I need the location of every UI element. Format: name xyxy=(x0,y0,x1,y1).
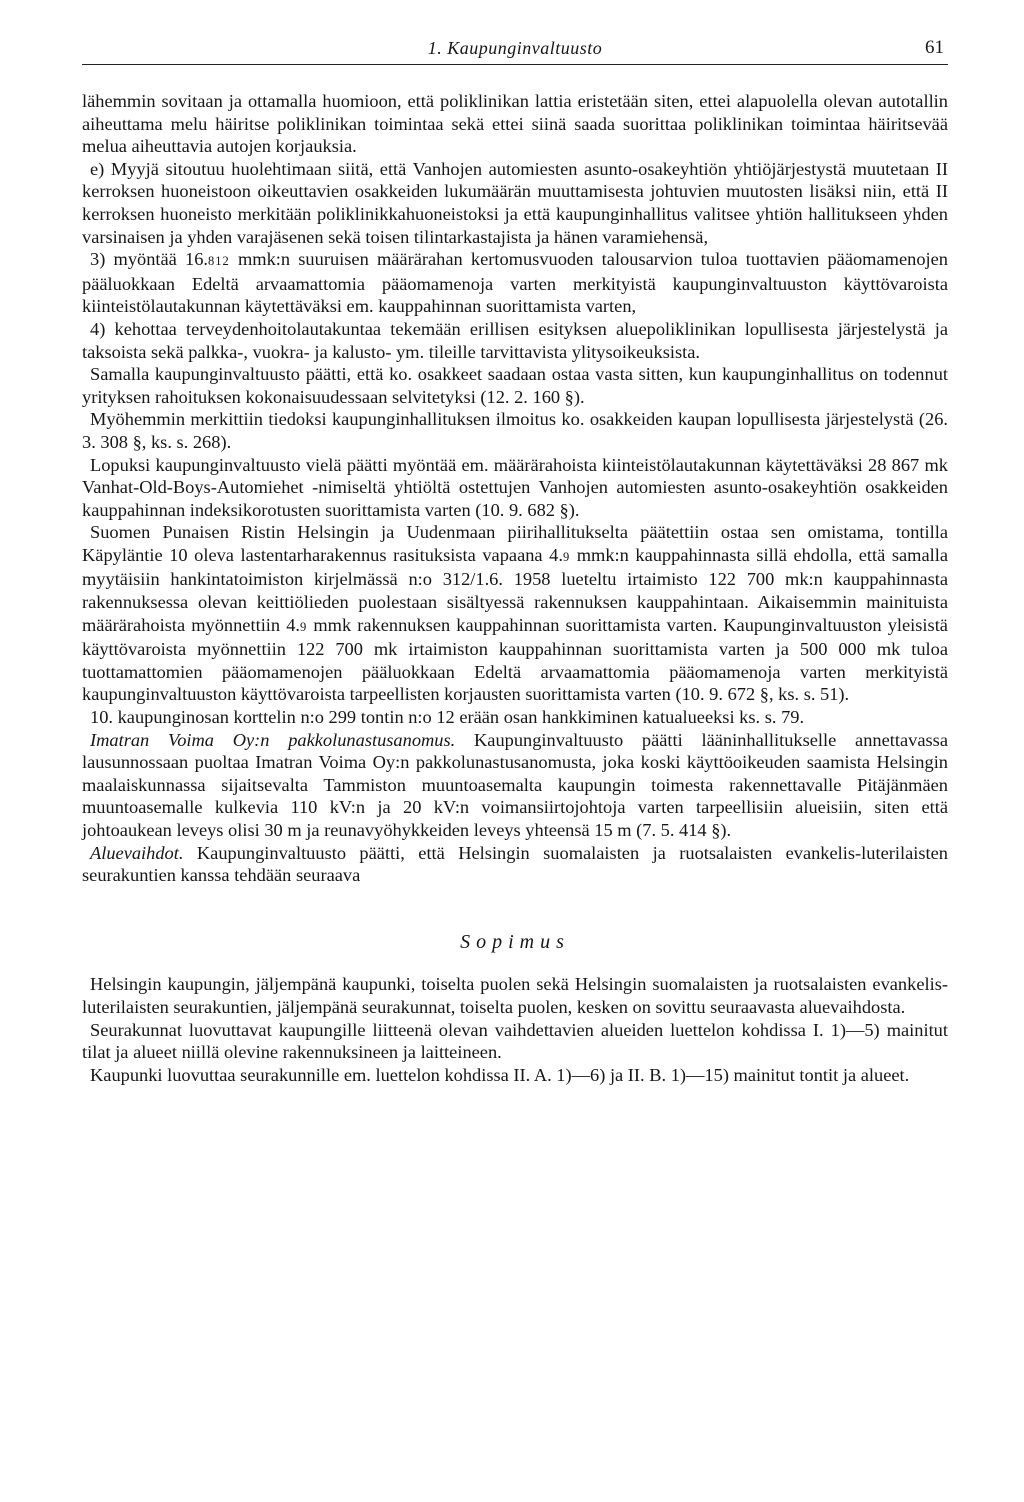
text-segment: Kaupunginvaltuusto päätti lääninhallitukselle annettavassa lausunnossaan puoltaa Imatran Voima Oy:n pakkolunastusanomusta, joka koski käyttöoikeuden saamista Helsingin maalaiskunnassa sijaitsevalta Tammiston muuntoasemalta kaupungin toimesta rakennettavalle Pitäjänmäen muuntoasemalle kulkevia 110 kV:n ja 20 kV:n voimansiirtojohtoja varten tarpeellisiin alueisiin, siten että johtoaukean leveys olisi 30 m ja reunavyöhykkeiden leveys yhteensä 15 m (7. 5. 414 §). xyxy=(82,729,948,840)
amount-prefix: 4. xyxy=(286,614,300,635)
paragraph: Kaupunki luovuttaa seurakunnille em. luettelon kohdissa II. A. 1)—6) ja II. B. 1)—15) mainitut tontit ja alueet. xyxy=(90,1064,910,1085)
paragraph: Myöhemmin merkittiin tiedoksi kaupunginhallituksen ilmoitus ko. osakkeiden kaupan lopullisesta järjestelystä (26. 3. 308 §, ks. s. 268). xyxy=(82,409,948,452)
paragraph-item-3 xyxy=(82,248,948,318)
paragraph-item-4: 4) kehottaa terveydenhoitolautakuntaa tekemään erillisen esityksen aluepoliklinikan lopullisesta järjestelystä ja taksoista sekä palkka-, vuokra- ja kalusto- ym. tileille tarvittavista ylitysoikeuksista. xyxy=(82,318,948,362)
paragraph: 10. kaupunginosan korttelin n:o 299 tontin n:o 12 erään osan hankkiminen katualueeksi ks. s. 79. xyxy=(90,707,805,728)
document-body xyxy=(82,90,948,1086)
text-segment: mmk:n kauppahinnasta sillä ehdolla, että samalla myytäisiin hankintatoimiston kirjelmässä n:o 312/1.6. 1958 lueteltu irtaimisto 122 700 mk:n kauppahinnasta rakennuksessa olevan keittiölieden puolestaan sisältyessä rakennuksen kauppahintaan. Aikaisemmin mainituista määrärahoista myönnettiin xyxy=(82,544,948,635)
item-3-text: mmk:n suuruisen määrärahan kertomusvuoden talousarvion tuloa tuottavien pääomamenojen pääluokkaan Edeltä arvaamattomia pääomamenoja varten merkityistä kaupunginvaltuuston käyttövaroista kiinteistölautakunnan käytettäväksi em. kauppahinnan suorittamista varten, xyxy=(82,249,948,317)
text-segment: mmk rakennuksen kauppahinnan suorittamista varten. Kaupunginvaltuuston yleisistä käyttövaroista myönnettiin 122 700 mk irtaimiston kauppahinnan suorittamista varten ja 500 000 mk tuloa tuottamattomien pääomamenojen pääluokkaan Edeltä arvaamattomia pääomamenoja varten merkityistä kaupunginvaltuuston käyttövaroista tarpeellisten korjausten suorittamista varten (10. 9. 672 §, ks. s. 51). xyxy=(82,614,948,705)
item-3-small-digits: 812 xyxy=(208,254,230,269)
heading-aluevaihdot: Aluevaihdot. xyxy=(90,842,184,863)
paragraph-aluevaihdot xyxy=(82,842,948,887)
amount-small-digit: 9 xyxy=(562,549,571,564)
running-title: 1. Kaupunginvaltuusto xyxy=(427,38,603,58)
running-header xyxy=(82,34,948,65)
paragraph: Samalla kaupunginvaltuusto päätti, että ko. osakkeet saadaan ostaa vasta sitten, kun kaupunginhallitus on todennut yrityksen rahoituksen kokonaisuudessaan selvitetyksi (12. 2. 160 §). xyxy=(82,364,948,407)
text-segment: Suomen Punaisen Ristin Helsingin ja Uudenmaan piirihallitukselta päätettiin ostaa sen omistama, tontilla Käpyläntie 10 oleva lastentarharakennus rasituksista vapaana xyxy=(82,522,948,565)
paragraph: Lopuksi kaupunginvaltuusto vielä päätti myöntää em. määrärahoista kiinteistölautakunnan käytettäväksi 28 867 mk Vanhat-Old-Boys-Automiehet -nimiseltä yhtiöltä ostettujen Vanhojen automiesten asunto-osakeyhtiön osakkeiden kauppahinnan indeksikorotusten suorittamista varten (10. 9. 682 §). xyxy=(82,454,948,520)
item-3-prefix: 3) myöntää 16. xyxy=(90,249,209,270)
paragraph xyxy=(82,521,948,706)
text-segment: Kaupunginvaltuusto päätti, että Helsingin suomalaisten ja ruotsalaisten evankelis-luterilaisten seurakuntien kanssa tehdään seuraava xyxy=(82,842,948,886)
amount-small-digit: 9 xyxy=(300,619,308,634)
paragraph: e) Myyjä sitoutuu huolehtimaan siitä, että Vanhojen automiesten asunto-osakeyhtiön yhtiöjärjestystä muutetaan II kerroksen huoneistoon oikeuttavien osakkeiden lukumäärän muuttamisesta johtuvien muutosten lisäksi niin, että II kerroksen huoneisto merkitään poliklinikkahuoneistoksi ja että kaupunginhallitus valitsee yhtiön hallitukseen yhden varsinaisen ja yhden varajäsenen sekä toisen tilintarkastajista ja hänen varamiehensä, xyxy=(82,158,948,247)
paragraph: Seurakunnat luovuttavat kaupungille liitteenä olevan vaihdettavien alueiden luettelon kohdissa I. 1)—5) mainitut tilat ja alueet niillä olevine rakennuksineen ja laitteineen. xyxy=(82,1019,948,1063)
page-number: 61 xyxy=(925,37,944,58)
paragraph: lähemmin sovitaan ja ottamalla huomioon, että poliklinikan lattia eristetään siten, ettei alapuolella olevan autotallin aiheuttama melu häiritse poliklinikan toimintaa sekä ettei siinä saada suorittaa poliklinikan toimintaa häiritsevää melua aiheuttavia autojen korjauksia. xyxy=(82,91,948,157)
paragraph-imatra xyxy=(82,729,948,842)
heading-imatra: Imatran Voima Oy:n pakkolunastusanomus. xyxy=(90,729,456,750)
section-title: Sopimus xyxy=(460,930,570,953)
paragraph: Helsingin kaupungin, jäljempänä kaupunki, toiselta puolen sekä Helsingin suomalaisten ja ruotsalaisten evankelis-luterilaisten seurakuntien, jäljempänä seurakunnat, toiselta puolen, kesken on sovittu seuraavasta aluevaihdosta. xyxy=(82,974,948,1017)
amount-prefix: 4. xyxy=(549,544,563,565)
